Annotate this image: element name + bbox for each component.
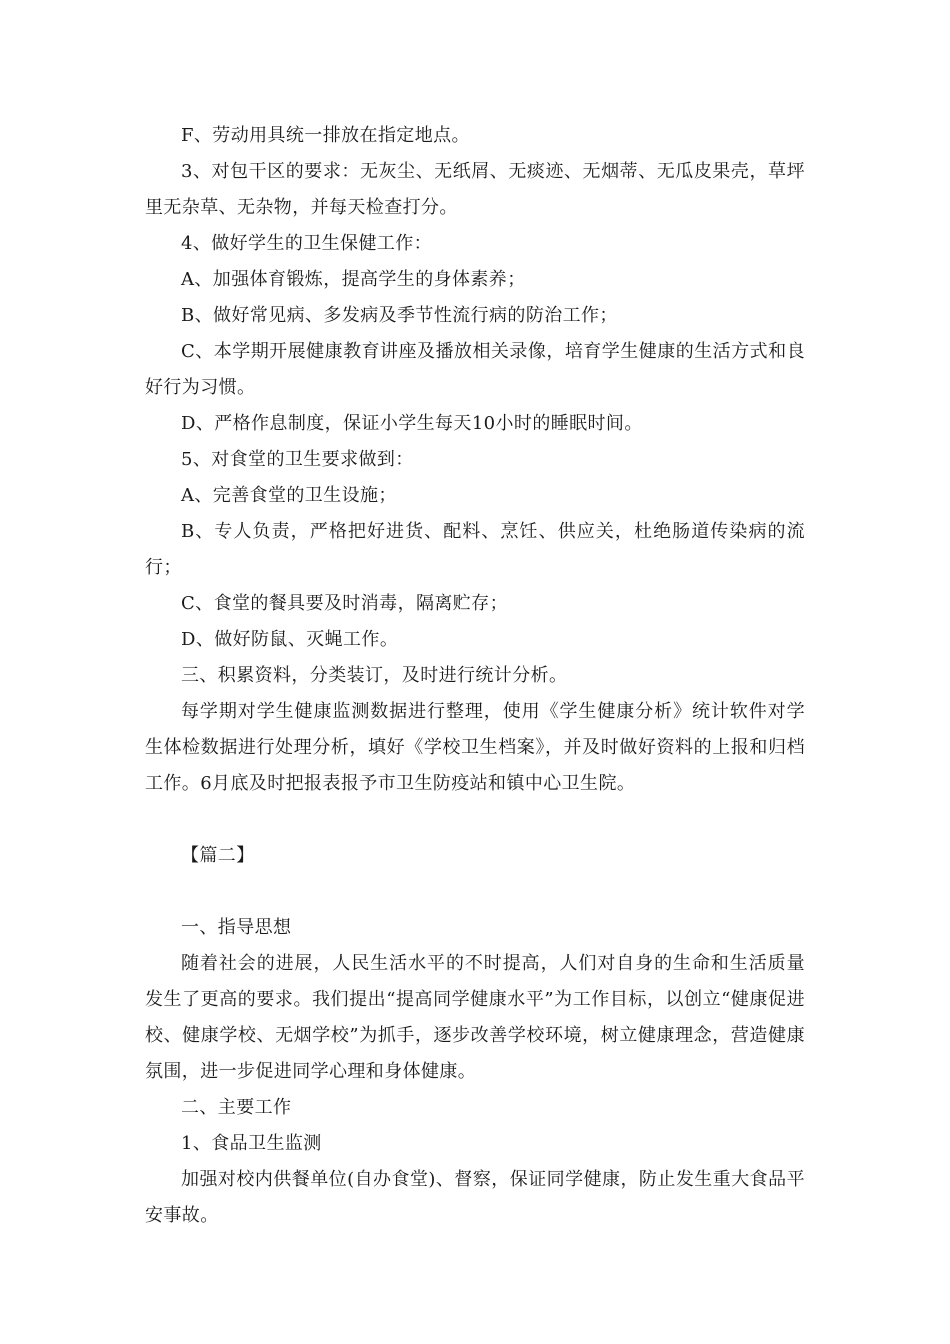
paragraph-canteen-c: C、食堂的餐具要及时消毒，隔离贮存； [181, 593, 508, 614]
paragraph-health-care-d: D、严格作息制度，保证小学生每天10小时的睡眠时间。 [181, 413, 643, 434]
paragraph-area-requirements: 3、对包干区的要求：无灰尘、无纸屑、无痰迹、无烟蒂、无瓜皮果壳，草坪里无杂草、无杂物，并每天检查打分。 [145, 161, 805, 218]
paragraph-guiding-thought-body: 随着社会的进展，人民生活水平的不时提高，人们对自身的生命和生活质量发生了更高的要求。我们提出“提高同学健康水平”为工作目标，以创立“健康促进校、健康学校、无烟学校”为抓手，逐步改善学校环境，树立健康理念，营造健康氛围，进一步促进同学心理和身体健康。 [145, 953, 805, 1082]
section-heading-part-two: 【篇二】 [181, 845, 255, 866]
section-spacer [145, 874, 805, 910]
paragraph-health-care-c: C、本学期开展健康教育讲座及播放相关录像，培育学生健康的生活方式和良好行为习惯。 [145, 341, 805, 398]
paragraph-canteen-heading: 5、对食堂的卫生要求做到： [181, 449, 414, 470]
paragraph-food-monitoring-heading: 1、食品卫生监测 [181, 1133, 322, 1154]
paragraph-tools-storage: F、劳动用具统一排放在指定地点。 [181, 125, 470, 146]
document-body [145, 118, 805, 1234]
paragraph-canteen-b: B、专人负责，严格把好进货、配料、烹饪、供应关，杜绝肠道传染病的流行； [145, 521, 805, 578]
paragraph-canteen-d: D、做好防鼠、灭蝇工作。 [181, 629, 399, 650]
paragraph-records-body: 每学期对学生健康监测数据进行整理，使用《学生健康分析》统计软件对学生体检数据进行处理分析，填好《学校卫生档案》，并及时做好资料的上报和归档工作。6月底及时把报表报予市卫生防疫站和镇中心卫生院。 [145, 701, 805, 794]
paragraph-health-care-a: A、加强体育锻炼，提高学生的身体素养； [181, 269, 526, 290]
paragraph-health-care-b: B、做好常见病、多发病及季节性流行病的防治工作； [181, 305, 618, 326]
paragraph-food-monitoring-body: 加强对校内供餐单位(自办食堂)、督察，保证同学健康，防止发生重大食品平安事故。 [145, 1169, 805, 1226]
paragraph-health-care-heading: 4、做好学生的卫生保健工作： [181, 233, 433, 254]
paragraph-main-work-heading: 二、主要工作 [181, 1097, 292, 1118]
section-spacer [145, 802, 805, 838]
paragraph-canteen-a: A、完善食堂的卫生设施； [181, 485, 397, 506]
paragraph-guiding-thought-heading: 一、指导思想 [181, 917, 292, 938]
paragraph-records-heading: 三、积累资料，分类装订，及时进行统计分析。 [181, 665, 568, 686]
